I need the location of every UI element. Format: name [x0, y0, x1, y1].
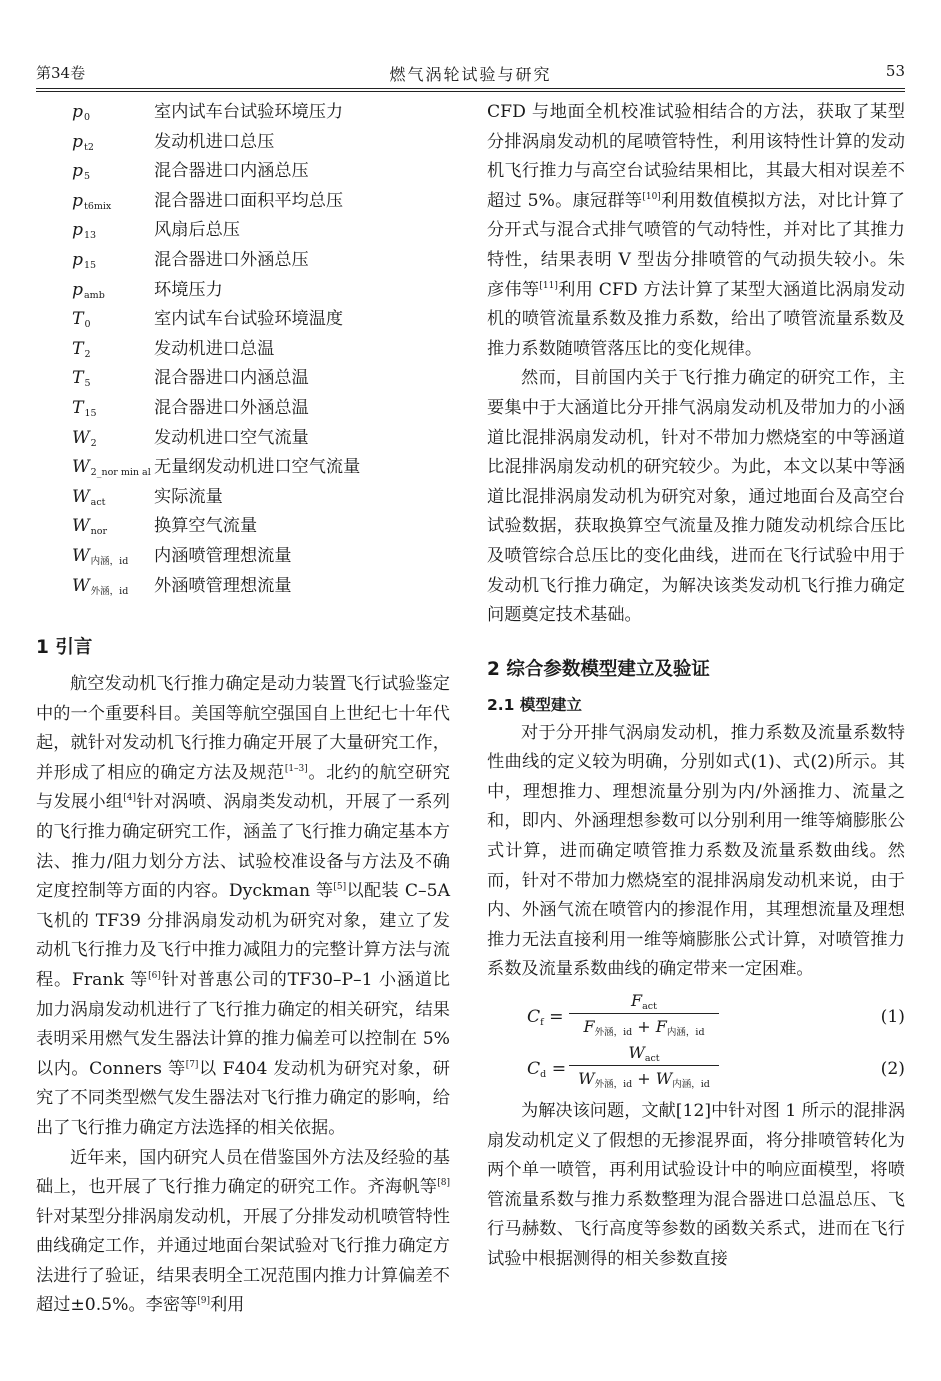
running-header	[36, 62, 905, 86]
eq1-number: (1)	[880, 1007, 905, 1028]
nomenclature-symbol: $W_{act}$	[72, 486, 106, 508]
section-1-title: 1 引言	[36, 637, 93, 658]
text-run: 然而，目前国内关于飞行推力确定的研究工作，主要集中于大涵道比分开排气涡扇发动机及带加力的小涵道比混排涡扇发动机，针对不带加力燃烧室的中等涵道比混排涡扇发动机的研究较少。为此，本文以某中等涵道比混排涡扇发动机为研究对象，通过地面台及高空台试验数据，获取换算空气流量及推力随发动机综合压比及喷管综合总压比的变化曲线，进而在飞行试验中用于发动机飞行推力确定，为解决该类发动机飞行推力确定问题奠定技术基础。	[487, 368, 905, 626]
eq2-denominator: $W_{外涵,id} + W_{内涵,id}$	[578, 1069, 710, 1091]
nomenclature-description: 室内试车台试验环境压力	[154, 102, 344, 122]
citation-superscript: [11]	[539, 280, 558, 291]
text-run: 以配装 C–5A 飞机的 TF39 分排涡扇发动机为研究对象，建立了发动机飞行推力及飞行中推力减阻力的完整计算方法与流程。Frank 等	[36, 881, 450, 990]
nomenclature-row	[36, 572, 450, 602]
citation-superscript: [10]	[642, 191, 661, 202]
nomenclature-row	[36, 187, 450, 217]
equation-2: $C_d$ = $W_{act}$ $W_{外涵,id} + W_{内涵,id}$ (2)	[527, 1043, 905, 1091]
nomenclature-row	[36, 276, 450, 306]
nomenclature-symbol: $W_{nor}$	[72, 516, 108, 538]
text-run: 针对普惠公司的TF30–P–1 小涵道比加力涡扇发动机进行了飞行推力确定的相关研究，结果表明采用燃气发生器法计算的推力偏差可以控制在 5% 以内。Conners 等	[36, 969, 450, 1079]
text-run: 。北约的航空研究与发展小组	[36, 762, 450, 813]
nomenclature-description: 发动机进口空气流量	[154, 427, 309, 448]
left-column-body	[36, 630, 450, 1321]
nomenclature-symbol: $W_2$	[72, 427, 97, 449]
nomenclature-description: 内涵喷管理想流量	[154, 545, 292, 566]
nomenclature-symbol: $W_{2\_nor min al}$	[72, 457, 151, 479]
header-rule-thin	[36, 91, 905, 92]
nomenclature-row	[36, 335, 450, 365]
header-rule-thick	[36, 88, 905, 89]
nomenclature-description: 实际流量	[154, 486, 223, 507]
nomenclature-description: 发动机进口总温	[154, 338, 275, 359]
text-run: 针对涡喷、涡扇类发动机，开展了一系列的飞行推力确定研究工作，涵盖了飞行推力确定基本方法、推力/阻力划分方法、试验校准设备与方法及不确定度控制等方面的内容。Dyckman 等	[36, 792, 450, 902]
text-run: CFD 与地面全机校准试验相结合的方法，获取了某型分排涡扇发动机的尾喷管特性，利用该特性计算的发动机飞行推力与高空台试验结果相比，其最大相对误差不超过 5%。康冠群等	[487, 102, 905, 211]
solution-paragraph	[487, 1097, 905, 1275]
citation-superscript: [6]	[148, 970, 161, 981]
nomenclature-description: 混合器进口内涵总压	[154, 161, 309, 182]
section-2-1-title: 2.1 模型建立	[487, 695, 582, 714]
volume-label: 第34卷	[36, 64, 86, 82]
text-run: 以 F404 发动机为研究对象，研究了不同类型燃气发生器法对飞行推力确定的影响，给出了飞行推力确定方法选择的相关依据。	[36, 1058, 450, 1138]
nomenclature-symbol: $T_5$	[72, 368, 91, 390]
nomenclature-row	[36, 424, 450, 454]
nomenclature-description: 外涵喷管理想流量	[154, 575, 292, 596]
eq2-number: (2)	[880, 1059, 905, 1080]
text-run: 航空发动机飞行推力确定是动力装置飞行试验鉴定中的一个重要科目。美国等航空强国自上世纪七十年代起，就针对发动机飞行推力确定开展了大量研究工作，并形成了相应的确定方法及规范	[36, 674, 450, 783]
nomenclature-description: 混合器进口面积平均总压	[154, 190, 344, 211]
model-paragraph	[487, 719, 905, 985]
text-run: 利用	[209, 1295, 245, 1316]
nomenclature-description: 环境压力	[154, 279, 223, 300]
text-run: 利用 CFD 方法计算了某型大涵道比涡扇发动机的喷管流量系数及推力系数，给出了喷管流量系数及推力系数随喷管落压比的变化规律。	[487, 279, 905, 359]
eq1-denominator: $F_{外涵,id} + F_{内涵,id}$	[583, 1017, 705, 1039]
nomenclature-row	[36, 483, 450, 513]
nomenclature-symbol: $T_{15}$	[72, 397, 97, 419]
nomenclature-row	[36, 246, 450, 276]
nomenclature-row	[36, 305, 450, 335]
nomenclature-symbol: $W_{外涵,id}$	[72, 575, 129, 597]
citation-superscript: [7]	[185, 1059, 199, 1070]
nomenclature-symbol: $W_{内涵,id}$	[72, 545, 129, 567]
nomenclature-row	[36, 364, 450, 394]
eq2-numerator: W	[628, 1043, 645, 1063]
nomenclature-symbol: $p_{13}$	[72, 220, 97, 242]
motivation-paragraph	[487, 364, 905, 630]
text-run: 对于分开排气涡扇发动机，推力系数及流量系数特性曲线的定义较为明确，分别如式(1)、式(2)所示。其中，理想推力、理想流量分别为内/外涵推力、流量之和，即内、外涵理想参数可以分别利用一维等熵膨胀公式计算，进而确定喷管推力系数及流量系数曲线。然而，针对不带加力燃烧室的混排涡扇发动机来说，由于内、外涵气流在喷管内的掺混作用，其理想流量及理想推力无法直接利用一维等熵膨胀公式计算，对喷管推力系数及流量系数曲线的确定带来一定困难。	[487, 722, 905, 980]
nomenclature-description: 风扇后总压	[154, 220, 240, 241]
citation-superscript: [5]	[333, 882, 347, 893]
eq2-lhs: $C_d$ =	[527, 1059, 567, 1081]
journal-title: 燃气涡轮试验与研究	[389, 65, 552, 84]
text-run: 为解决该问题，文献[12]中针对图 1 所示的混排涡扇发动机定义了假想的无掺混界面，将分排喷管转化为两个单一喷管，再利用试验设计中的响应面模型，将喷管流量系数与推力系数整理为混合器进口总温总压、飞行马赫数、飞行高度等参数的函数关系式，进而在飞行试验中根据测得的相关参数直接	[487, 1101, 905, 1269]
text-run: 近年来，国内研究人员在借鉴国外方法及经验的基础上，也开展了飞行推力确定的研究工作。齐海帆等	[36, 1147, 450, 1198]
nomenclature-symbol: $p_5$	[72, 161, 91, 183]
section-2-title: 2 综合参数模型建立及验证	[487, 658, 710, 680]
page-number: 53	[885, 62, 905, 80]
citation-superscript: [9]	[197, 1296, 210, 1307]
nomenclature-description: 混合器进口外涵总温	[154, 397, 309, 418]
nomenclature-row	[36, 512, 450, 542]
citation-superscript: [1–3]	[284, 763, 308, 774]
citation-superscript: [8]	[437, 1178, 450, 1189]
nomenclature-description: 无量纲发动机进口空气流量	[154, 457, 361, 478]
nomenclature-symbol: $T_2$	[72, 338, 91, 360]
nomenclature-symbol: $T_0$	[72, 309, 91, 331]
intro-paragraph-2	[36, 1144, 450, 1322]
review-paragraph-continued	[487, 98, 905, 364]
right-column-body	[487, 98, 905, 1275]
nomenclature-row	[36, 542, 450, 572]
nomenclature-symbol: $p_{amb}$	[72, 279, 105, 301]
text-run: 利用数值模拟方法，对比计算了分开式与混合式排气喷管的气动特性，并对比了其推力特性，结果表明 V 型齿分排喷管的气动损失较小。朱彦伟等	[487, 190, 905, 300]
nomenclature-row	[36, 128, 450, 158]
eq1-lhs: $C_f$ =	[527, 1007, 564, 1029]
citation-superscript: [4]	[123, 793, 136, 804]
intro-paragraph-1	[36, 670, 450, 1144]
nomenclature-description: 室内试车台试验环境温度	[154, 309, 344, 330]
nomenclature-description: 混合器进口内涵总温	[154, 368, 309, 389]
nomenclature-row	[36, 453, 450, 483]
eq1-numerator: F	[631, 991, 643, 1011]
text-run: 针对某型分排涡扇发动机，开展了分排发动机喷管特性曲线确定工作，并通过地面台架试验对飞行推力确定方法进行了验证，结果表明全工况范围内推力计算偏差不超过±0.5%。李密等	[36, 1206, 450, 1316]
nomenclature-description: 换算空气流量	[154, 516, 258, 537]
nomenclature-list	[36, 98, 450, 601]
nomenclature-description: 发动机进口总压	[154, 131, 275, 152]
nomenclature-symbol: $p_{t2}$	[72, 131, 94, 153]
nomenclature-symbol: $p_0$	[72, 102, 91, 123]
nomenclature-row	[36, 216, 450, 246]
nomenclature-row	[36, 98, 450, 128]
nomenclature-symbol: $p_{15}$	[72, 249, 97, 271]
equation-1: $C_f$ = $F_{act}$ $F_{外涵,id} + F_{内涵,id}$ (1)	[527, 991, 905, 1039]
nomenclature-row	[36, 394, 450, 424]
nomenclature-row	[36, 157, 450, 187]
nomenclature-description: 混合器进口外涵总压	[154, 249, 309, 270]
nomenclature-symbol: $p_{t6mix}$	[72, 190, 112, 212]
